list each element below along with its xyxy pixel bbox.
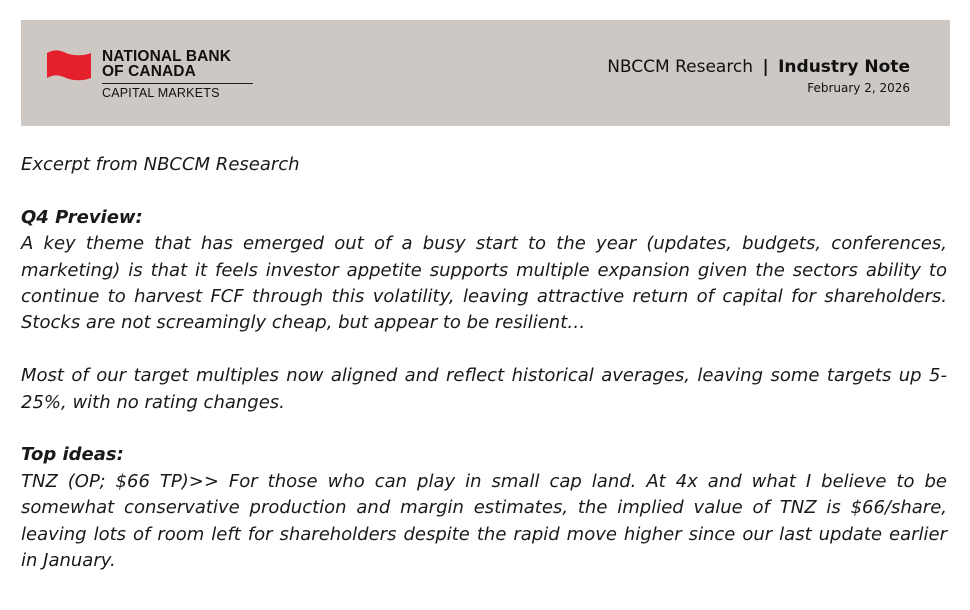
top-ideas-paragraph: TNZ (OP; $66 TP)>> For those who can play in small cap land. At 4x and what I believe to be somewhat conservative production and margin estimates, the implied value of TNZ is $66/share, leaving lots of room left for shareholders despite the rapid move higher since our last update earlier in January.	[21, 470, 947, 572]
report-header	[607, 55, 910, 95]
intro-line: Excerpt from NBCCM Research	[21, 154, 300, 175]
header-banner	[21, 20, 950, 126]
title-separator: |	[762, 57, 769, 77]
research-label: NBCCM Research	[607, 57, 754, 77]
q4-preview-section	[21, 205, 947, 337]
report-date: February 2, 2026	[807, 81, 910, 95]
logo-text-line3: CAPITAL MARKETS	[102, 86, 220, 100]
note-type: Industry Note	[778, 57, 910, 77]
report-title	[607, 55, 910, 79]
logo-divider	[102, 83, 253, 84]
article-body	[21, 152, 947, 574]
q4-preview-paragraph: A key theme that has emerged out of a busy start to the year (updates, budgets, conferences, marketing) is that it feels investor appetite supports multiple expansion given the sectors ability to continue to harvest FCF through this volatility, leaving attractive return of capital for shareholders. Stocks are not screamingly cheap, but appear to be resilient…	[21, 233, 947, 334]
target-multiples-paragraph: Most of our target multiples now aligned and reflect historical averages, leaving some targets up 5-25%, with no rating changes.	[21, 365, 947, 413]
q4-preview-heading: Q4 Preview:	[21, 206, 143, 228]
flag-logo-icon	[45, 47, 93, 83]
bank-logo	[45, 46, 255, 102]
logo-text-line2: OF CANADA	[102, 63, 196, 80]
top-ideas-section	[21, 442, 947, 574]
logo-text-line1: NATIONAL BANK	[102, 48, 232, 65]
top-ideas-heading: Top ideas:	[21, 444, 124, 466]
